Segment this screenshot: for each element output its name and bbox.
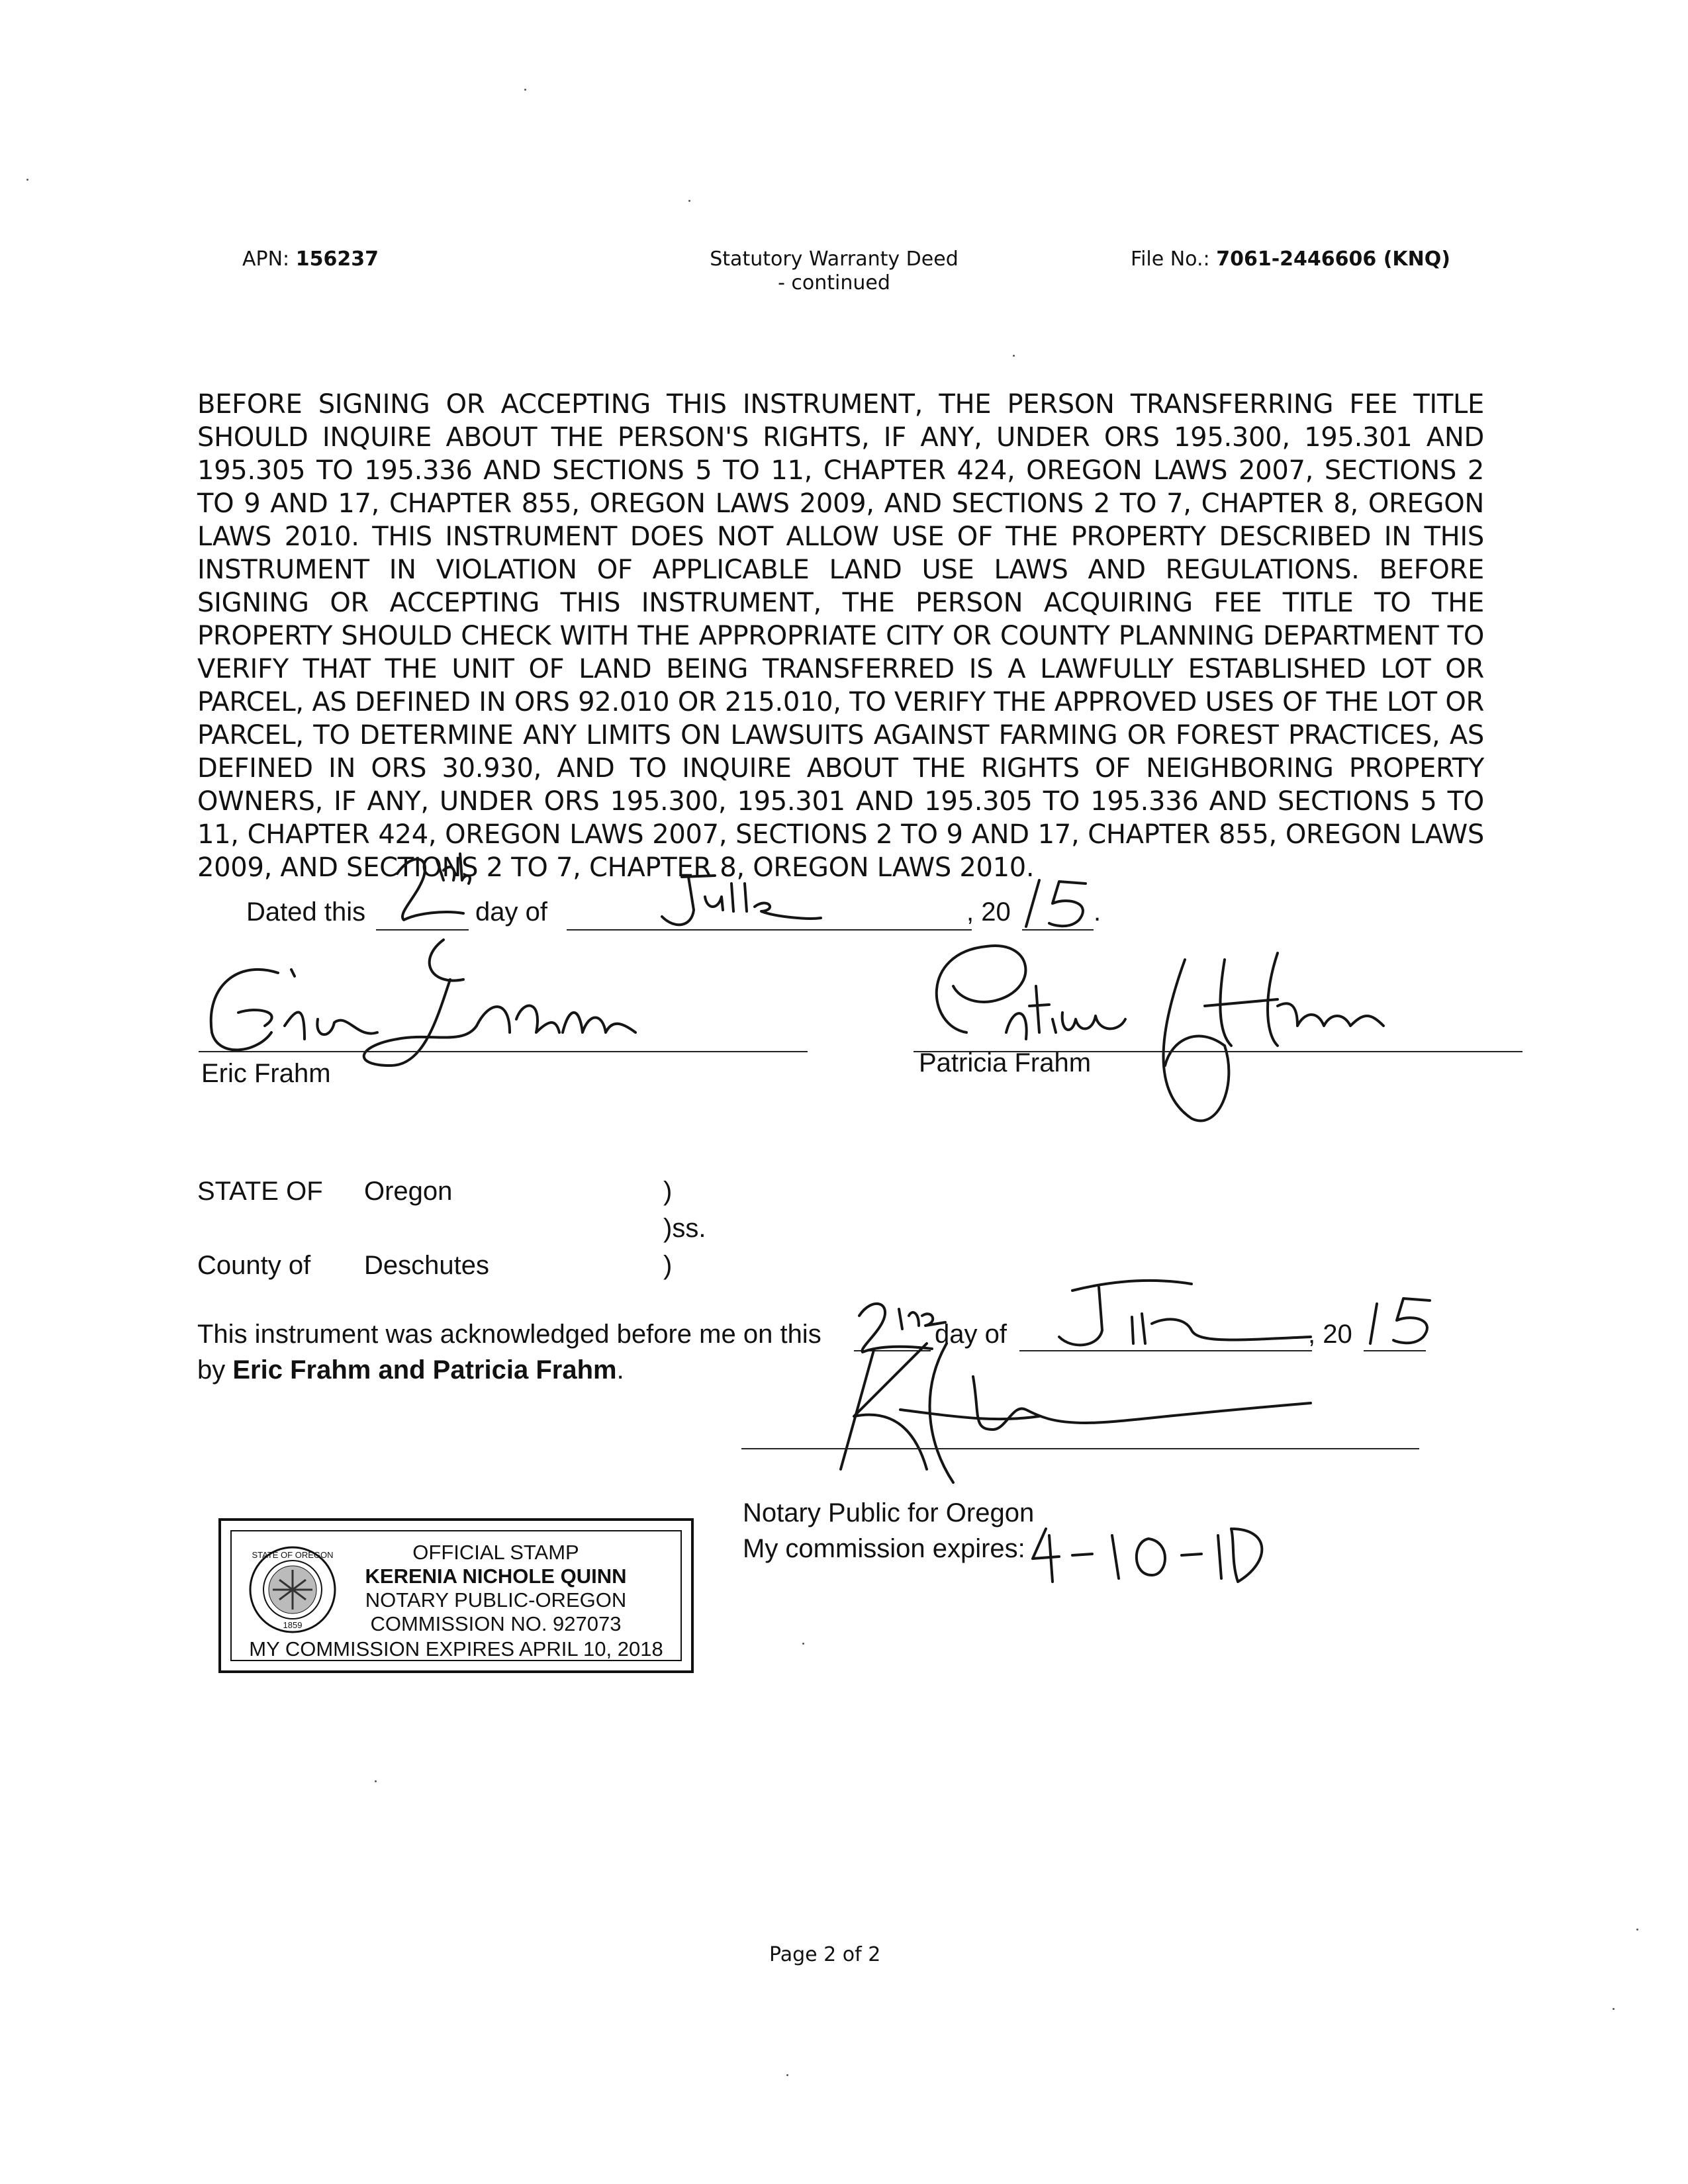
signature-patricia-frahm xyxy=(907,933,1450,1138)
stamp-commission-expires: MY COMMISSION EXPIRES APRIL 10, 2018 xyxy=(249,1637,663,1661)
acknowledgment-text: This instrument was acknowledged before me on this xyxy=(197,1320,821,1349)
scan-speck xyxy=(786,2074,788,2076)
svg-text:STATE OF OREGON: STATE OF OREGON xyxy=(252,1550,334,1560)
stamp-notary-name: KERENIA NICHOLE QUINN xyxy=(365,1565,627,1588)
notary-commission-label: My commission expires: xyxy=(743,1534,1025,1563)
signer1-name: Eric Frahm xyxy=(201,1059,331,1088)
acknowledgment-by xyxy=(197,1355,624,1385)
venue-paren-1: ) xyxy=(663,1177,673,1206)
scan-speck xyxy=(1013,355,1015,357)
dated-year-prefix: , 20 xyxy=(966,897,1011,927)
notary-public-for: Notary Public for Oregon xyxy=(743,1498,1035,1527)
handwritten-dated-day xyxy=(391,847,483,933)
venue-paren-2: ) xyxy=(663,1251,673,1280)
county-value: Deschutes xyxy=(364,1251,489,1280)
ack-day-of: day of xyxy=(935,1320,1007,1349)
apn-field xyxy=(242,248,379,271)
county-label: County of xyxy=(197,1251,311,1280)
signer1-signature-line xyxy=(199,1051,808,1052)
ack-by-period: . xyxy=(616,1355,624,1385)
state-value: Oregon xyxy=(364,1177,453,1206)
venue-ss: )ss. xyxy=(663,1214,706,1243)
stamp-commission-number: COMMISSION NO. 927073 xyxy=(370,1612,622,1635)
svg-text:1859: 1859 xyxy=(283,1620,303,1630)
file-number-field xyxy=(1131,248,1450,271)
ack-by-names: Eric Frahm and Patricia Frahm xyxy=(232,1355,617,1385)
handwritten-ack-year xyxy=(1357,1291,1443,1350)
page-number: Page 2 of 2 xyxy=(769,1943,881,1966)
file-number-label: File No.: xyxy=(1131,248,1210,271)
ack-by-prefix: by xyxy=(197,1355,226,1385)
handwritten-dated-month xyxy=(655,870,827,936)
official-notary-stamp xyxy=(218,1518,694,1673)
scan-speck xyxy=(802,1643,804,1645)
handwritten-dated-year xyxy=(1019,874,1105,933)
disclosure-paragraph xyxy=(197,388,1484,884)
notary-signature-line xyxy=(741,1448,1419,1449)
apn-label: APN: xyxy=(242,248,290,271)
file-number-value: 7061-2446606 (KNQ) xyxy=(1216,248,1450,271)
stamp-notary-public: NOTARY PUBLIC-OREGON xyxy=(365,1588,627,1612)
ack-year-blank xyxy=(1364,1350,1426,1351)
document-title xyxy=(695,248,973,295)
notary-signature xyxy=(821,1337,1324,1496)
dated-prefix: Dated this xyxy=(246,897,366,927)
stamp-inner-border xyxy=(230,1530,682,1661)
stamp-title: OFFICIAL STAMP xyxy=(412,1541,579,1564)
document-title-line2: - continued xyxy=(778,271,890,295)
ack-year-prefix: , 20 xyxy=(1308,1320,1352,1349)
scan-speck xyxy=(688,200,690,202)
scan-speck xyxy=(1613,2008,1615,2010)
scan-speck xyxy=(375,1780,377,1782)
signer2-name: Patricia Frahm xyxy=(919,1048,1092,1077)
apn-value: 156237 xyxy=(295,248,379,271)
document-title-line1: Statutory Warranty Deed xyxy=(710,248,959,271)
scan-speck xyxy=(26,179,28,181)
dated-day-of: day of xyxy=(475,897,547,927)
dated-line xyxy=(246,897,365,927)
dated-period: . xyxy=(1094,897,1102,927)
scan-speck xyxy=(524,89,526,91)
scan-speck xyxy=(1636,1929,1638,1931)
disclosure-text: BEFORE SIGNING OR ACCEPTING THIS INSTRUMENT, THE PERSON TRANSFERRING FEE TITLE SHOULD INQUIRE ABOUT THE PERSON'S RIGHTS, IF ANY, UNDER ORS 195.300, 195.301 AND 195.305 TO 195.336 AND SECTIONS 5 TO 11, CHAPTER 424, OREGON LAWS 2007, SECTIONS 2 TO 9 AND 17, CHAPTER 855, OREGON LAWS 2009, AND SECTIONS 2 TO 7, CHAPTER 8, OREGON LAWS 2010. THIS INSTRUMENT DOES NOT ALLOW USE OF THE PROPERTY DESCRIBED IN THIS INSTRUMENT IN VIOLATION OF APPLICABLE LAND USE LAWS AND REGULATIONS. BEFORE SIGNING OR ACCEPTING THIS INSTRUMENT, THE PERSON ACQUIRING FEE TITLE TO THE PROPERTY SHOULD CHECK WITH THE APPROPRIATE CITY OR COUNTY PLANNING DEPARTMENT TO VERIFY THAT THE UNIT OF LAND BEING TRANSFERRED IS A LAWFULLY ESTABLISHED LOT OR PARCEL, AS DEFINED IN ORS 92.010 OR 215.010, TO VERIFY THE APPROVED USES OF THE LOT OR PARCEL, TO DETERMINE ANY LIMITS ON LAWSUITS AGAINST FARMING OR FOREST PRACTICES, AS DEFINED IN ORS 30.930, AND TO INQUIRE ABOUT THE RIGHTS OF NEIGHBORING PROPERTY OWNERS, IF ANY, UNDER ORS 195.300, 195.301 AND 195.305 TO 195.336 AND SECTIONS 5 TO 11, CHAPTER 424, OREGON LAWS 2007, SECTIONS 2 TO 9 AND 17, CHAPTER 855, OREGON LAWS 2009, AND SECTIONS 2 TO 7, CHAPTER 8, OREGON LAWS 2010. xyxy=(197,389,1484,883)
handwritten-commission-expires xyxy=(1019,1509,1271,1588)
state-label: STATE OF xyxy=(197,1177,323,1206)
